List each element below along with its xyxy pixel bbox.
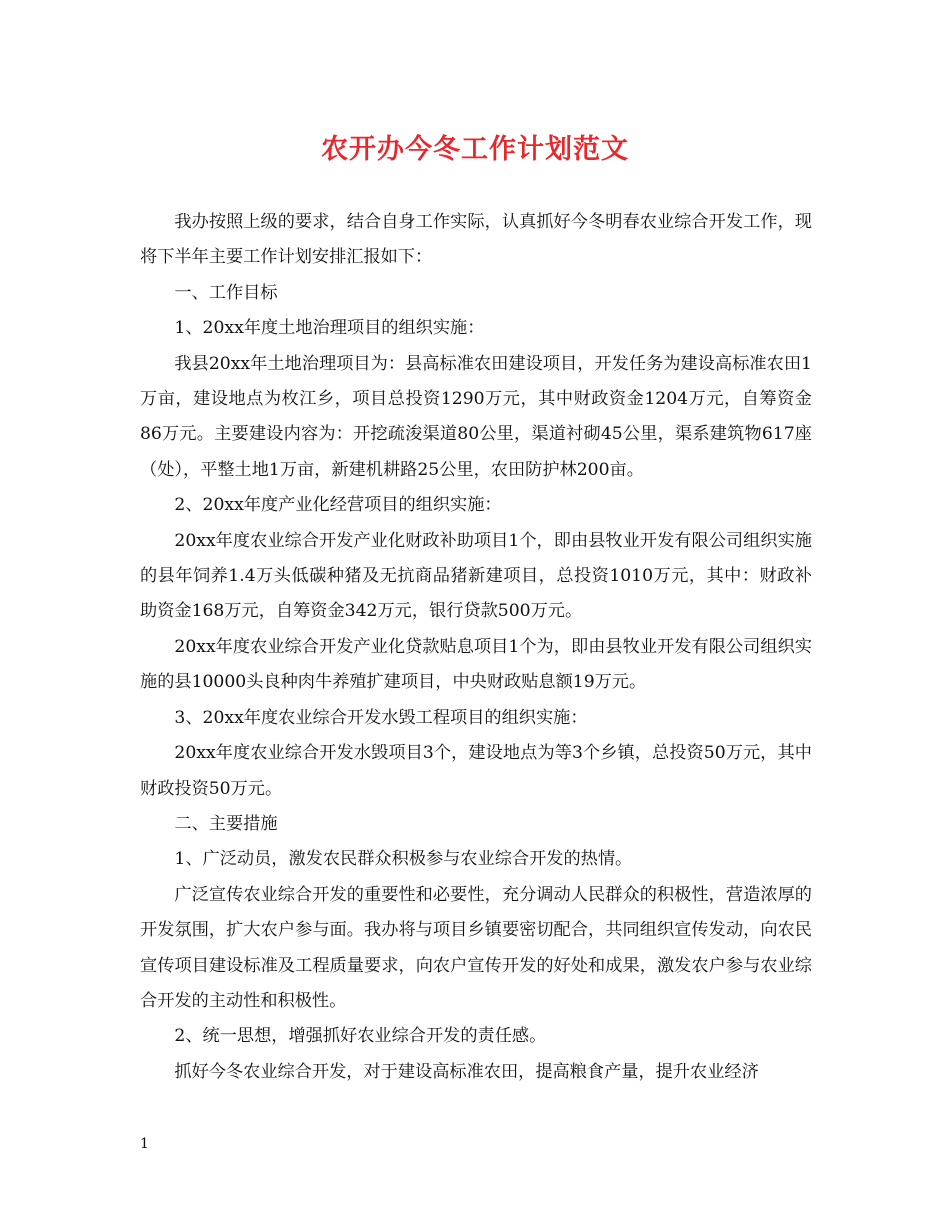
paragraph-intro: 我办按照上级的要求，结合自身工作实际，认真抓好今冬明春农业综合开发工作，现将下半年主要工作计划安排汇报如下： <box>140 212 812 268</box>
subheading-flood-project: 3、20xx年度农业综合开发水毁工程项目的组织实施： <box>174 707 588 728</box>
subheading-land-project: 1、20xx年度土地治理项目的组织实施： <box>174 318 485 339</box>
subheading-unify-thinking: 2、统一思想，增强抓好农业综合开发的责任感。 <box>174 1026 547 1047</box>
paragraph-subsidy-project: 20xx年度农业综合开发产业化财政补助项目1个，即由县牧业开发有限公司组织实施的县年饲养1.4万头低碳种猪及无抗商品猪新建项目，总投资1010万元，其中：财政补助资金168万元，自筹资金342万元，银行贷款500万元。 <box>140 530 812 622</box>
paragraph-loan-project: 20xx年度农业综合开发产业化贷款贴息项目1个为，即由县牧业开发有限公司组织实施的县10000头良种肉牛养殖扩建项目，中央财政贴息额19万元。 <box>140 636 812 693</box>
paragraph-land-project: 我县20xx年土地治理项目为：县高标准农田建设项目，开发任务为建设高标准农田1万亩，建设地点为枚江乡，项目总投资1290万元，其中财政资金1204万元，自筹资金86万元。主要建设内容为：开挖疏浚渠道80公里，渠道衬砌45公里，渠系建筑物617座（处），平整土地1万亩，新建机耕路25公里，农田防护林200亩。 <box>140 353 812 480</box>
paragraph-flood-project: 20xx年度农业综合开发水毁项目3个，建设地点为等3个乡镇，总投资50万元，其中财政投资50万元。 <box>140 743 812 799</box>
document-title: 农开办今冬工作计划范文 <box>321 134 629 165</box>
document-body <box>140 205 812 1090</box>
subheading-mobilize: 1、广泛动员，激发农民群众积极参与农业综合开发的热情。 <box>174 849 633 870</box>
heading-work-goals: 一、工作目标 <box>174 282 278 303</box>
page-number: 1 <box>140 1136 149 1152</box>
paragraph-mobilize: 广泛宣传农业综合开发的重要性和必要性，充分调动人民群众的积极性，营造浓厚的开发氛围，扩大农户参与面。我办将与项目乡镇要密切配合，共同组织宣传发动，向农民宣传项目建设标准及工程质量要求，向农户宣传开发的好处和成果，激发农户参与农业综合开发的主动性和积极性。 <box>140 884 812 1011</box>
paragraph-unify-thinking: 抓好今冬农业综合开发，对于建设高标准农田，提高粮食产量，提升农业经济 <box>174 1061 759 1082</box>
subheading-industrial-project: 2、20xx年度产业化经营项目的组织实施： <box>174 495 502 516</box>
heading-main-measures: 二、主要措施 <box>174 813 278 834</box>
